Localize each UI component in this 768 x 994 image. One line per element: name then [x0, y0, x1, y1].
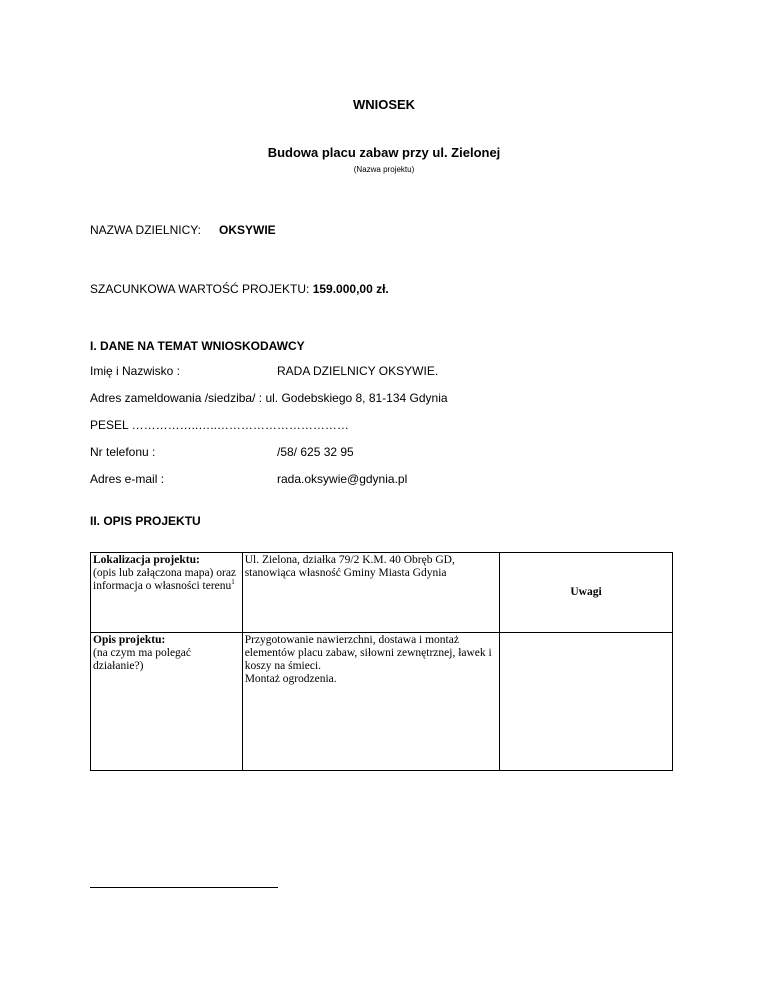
phone-value: /58/ 625 32 95: [277, 445, 354, 459]
project-description-table: [90, 552, 673, 771]
remarks-header-cell: Uwagi: [499, 553, 672, 633]
email-row: [90, 472, 408, 486]
email-value: rada.oksywie@gdynia.pl: [277, 472, 408, 486]
pesel-label: PESEL: [90, 418, 129, 432]
value-estimate-label: SZACUNKOWA WARTOŚĆ PROJEKTU:: [90, 282, 310, 296]
address-value: ul. Godebskiego 8, 81-134 Gdynia: [265, 391, 448, 405]
description-label-cell: [91, 633, 243, 771]
section1-heading: I. DANE NA TEMAT WNIOSKODAWCY: [90, 339, 305, 353]
phone-label: Nr telefonu :: [90, 445, 156, 459]
applicant-name-value: RADA DZIELNICY OKSYWIE.: [277, 364, 439, 378]
pesel-value: ……………..…..……………………………: [131, 418, 349, 432]
district-label: NAZWA DZIELNICY:: [90, 223, 201, 237]
value-estimate-value: 159.000,00 zł.: [312, 282, 389, 296]
address-row: [90, 391, 448, 405]
district-row: [90, 223, 276, 237]
description-title: Opis projektu:: [93, 634, 166, 646]
description-value-cell: [242, 633, 499, 771]
location-label-cell: [91, 553, 243, 633]
pesel-row: [90, 418, 349, 432]
location-value-cell: Ul. Zielona, działka 79/2 K.M. 40 Obręb GD, stanowiąca własność Gminy Miasta Gdynia: [242, 553, 499, 633]
table-row-description: [91, 633, 673, 771]
location-footnote-ref: 1: [231, 578, 235, 587]
description-value-1: Przygotowanie nawierzchni, dostawa i montaż elementów placu zabaw, siłowni zewnętrznej, ławek i koszy na śmieci.: [244, 634, 492, 672]
applicant-name-row: [90, 364, 439, 378]
project-name-caption: (Nazwa projektu): [353, 165, 415, 174]
location-title: Lokalizacja projektu:: [93, 554, 200, 566]
district-value: OKSYWIE: [219, 223, 276, 237]
table-row-location: [91, 553, 673, 633]
description-value-2: Montaż ogrodzenia.: [244, 673, 337, 685]
phone-row: [90, 445, 354, 459]
footnote-separator: [90, 887, 278, 888]
document-title: WNIOSEK: [352, 97, 416, 112]
remarks-value-cell: [499, 633, 672, 771]
description-note: (na czym ma polegać działanie?): [93, 647, 192, 672]
location-note: (opis lub załączona mapa) oraz informacja o własności terenu: [93, 567, 237, 592]
section2-heading: II. OPIS PROJEKTU: [90, 514, 201, 528]
applicant-name-label: Imię i Nazwisko :: [90, 364, 181, 378]
value-estimate-row: [90, 282, 389, 296]
address-label: Adres zameldowania /siedziba/ :: [90, 391, 263, 405]
email-label: Adres e-mail :: [90, 472, 165, 486]
project-name: Budowa placu zabaw przy ul. Zielonej: [267, 145, 501, 160]
